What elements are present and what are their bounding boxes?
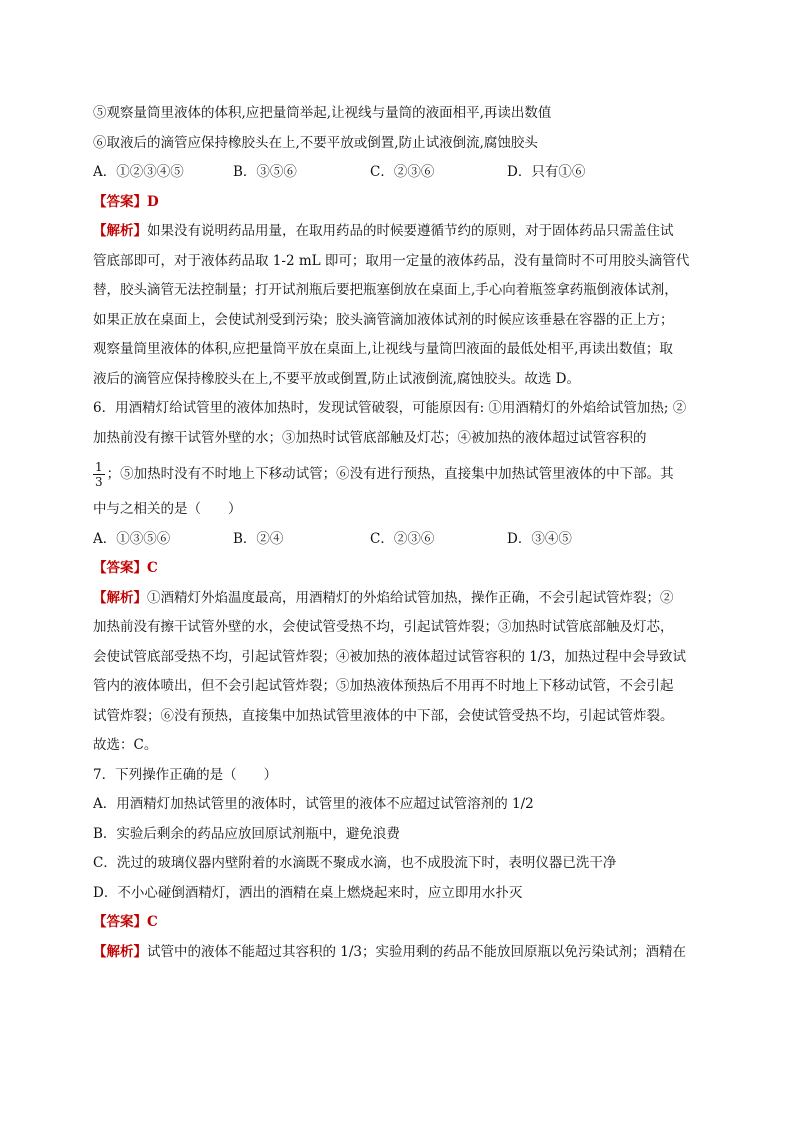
q6-analysis-line: 加热前没有擦干试管外壁的水，会使试管受热不均，引起试管炸裂；③加热时试管底部触及灯芯， [93,619,674,635]
q5-item-6: ⑥取液后的滴管应保持橡胶头在上,不要平放或倒置,防止试液倒流,腐蚀胶头 [93,134,538,151]
q5-item-5: ⑤观察量筒里液体的体积,应把量筒举起,让视线与量筒的液面相平,再读出数值 [93,105,552,121]
fraction-one-third [93,460,105,489]
q7-answer-tag: 【答案】 [93,914,147,930]
q5-option-a: A．①②③④⑤ [93,164,184,180]
q6-stem-fraction-line [93,453,703,495]
q5-answer [93,188,703,218]
q6-analysis-line: 故选：C。 [93,737,158,753]
q6-option-d: D．③④⑤ [507,530,572,547]
q5-analysis-text: 如果没有说明药品用量，在取用药品的时候要遵循节约的原则，对于固体药品只需盖住试 [147,223,674,239]
q6-analysis-text: ①酒精灯外焰温度最高，用酒精灯的外焰给试管加热，操作正确，不会引起试管炸裂；② [147,589,674,606]
fraction-denominator: 3 [95,475,103,489]
q6-option-c: C．②③⑥ [370,530,435,547]
q7-option-b: B．实验后剩余的药品应放回原试剂瓶中，避免浪费 [93,825,400,842]
q6-stem-line: 中与之相关的是（ ） [93,501,242,517]
q5-option-c: C．②③⑥ [370,164,435,180]
document-content [93,99,703,967]
q7-answer-value: C [147,914,158,930]
q7-analysis-tag: 【解析】 [93,943,147,960]
q7-option-d: D．不小心碰倒酒精灯，洒出的酒精在桌上燃烧起来时，应立即用水扑灭 [93,884,523,901]
q6-stem-text: ；⑤加热时没有不时地上下移动试管；⑥没有进行预热，直接集中加热试管里液体的中下部。其 [106,466,674,482]
q5-analysis-line: 液后的滴管应保持橡胶头在上,不要平放或倒置,防止试液倒流,腐蚀胶头。故选 D。 [93,370,580,387]
q6-options [93,525,703,555]
q7-option-c: C．洗过的玻璃仪器内壁附着的水滴既不聚成水滴，也不成股流下时，表明仪器已洗干净 [93,855,617,871]
q6-stem-line: 6．用酒精灯给试管里的液体加热时，发现试管破裂，可能原因有: ①用酒精灯的外焰给试管加热; ② [93,400,687,416]
q6-analysis-line: 管内的液体喷出，但不会引起试管炸裂；⑤加热液体预热后不用再不时地上下移动试管，不会引起 [93,678,674,694]
q5-analysis-line: 替，胶头滴管无法控制量；打开试剂瓶后要把瓶塞倒放在桌面上,手心向着瓶签拿药瓶倒液体试剂， [93,282,678,298]
q7-stem: 7．下列操作正确的是（ ） [93,766,278,783]
q6-analysis-line: 试管炸裂；⑥没有预热，直接集中加热试管里液体的中下部，会使试管受热不均，引起试管炸裂。 [93,707,674,724]
q6-stem-line: 加热前没有擦干试管外壁的水；③加热时试管底部触及灯芯；④被加热的液体超过试管容积的 [93,429,647,446]
q6-analysis-line: 会使试管底部受热不均，引起试管炸裂；④被加热的液体超过试管容积的 1/3，加热过程中会导致试 [93,648,687,665]
q5-analysis-line: 如果正放在桌面上，会使试剂受到污染；胶头滴管滴加液体试剂的时候应该垂悬在容器的正上方； [93,311,674,328]
q5-analysis-line: 观察量筒里液体的体积,应把量筒平放在桌面上,让视线与量筒凹液面的最低处相平,再读出数值；取 [93,341,673,357]
q7-analysis-line [93,938,703,968]
q5-answer-tag: 【答案】 [93,193,147,210]
q5-option-d: D．只有①⑥ [507,164,586,180]
fraction-numerator: 1 [95,460,103,474]
q5-options [93,158,703,188]
q5-analysis-line: 管底部即可，对于液体药品取 1-2 mL 即可；取用一定量的液体药品，没有量筒时不可用胶头滴管代 [93,252,690,269]
q6-analysis-line [93,584,703,614]
q5-analysis-line [93,217,703,247]
q7-option-a: A．用酒精灯加热试管里的液体时，试管里的液体不应超过试管溶剂的 1/2 [93,796,534,812]
q5-option-b: B．③⑤⑥ [233,164,297,180]
q7-answer [93,908,703,938]
q6-analysis-tag: 【解析】 [93,589,147,606]
q7-analysis-text: 试管中的液体不能超过其容积的 1/3；实验用剩的药品不能放回原瓶以免污染试剂；酒精在 [147,943,687,960]
q6-answer [93,554,703,584]
q6-answer-value: C [147,560,158,576]
q6-answer-tag: 【答案】 [93,560,147,576]
q5-analysis-tag: 【解析】 [93,223,147,239]
q5-answer-value: D [147,193,159,210]
q6-option-a: A．①③⑤⑥ [93,530,171,547]
q6-option-b: B．②④ [233,530,284,547]
